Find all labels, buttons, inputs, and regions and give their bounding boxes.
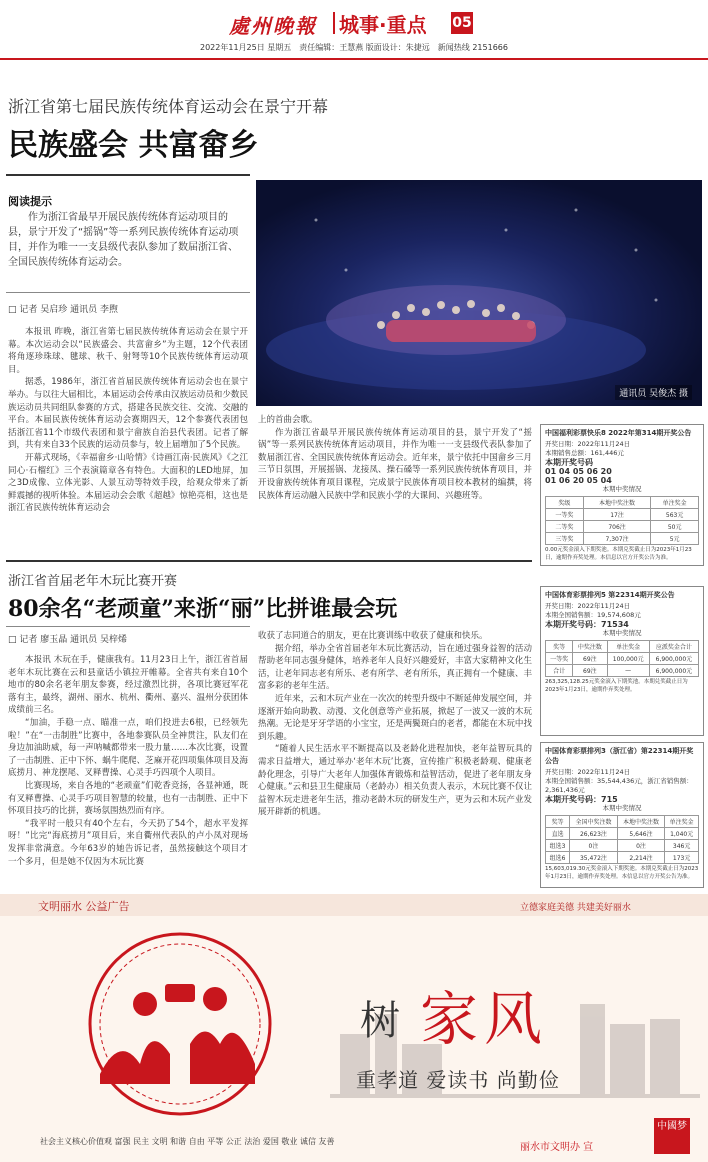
column-header: 全国中奖注数	[570, 816, 618, 828]
cell: 7,307注	[583, 533, 650, 545]
cell: —	[607, 665, 649, 677]
public-service-ad	[0, 894, 708, 1162]
performance-photo	[256, 180, 702, 406]
core-values-footer: 社会主义核心价值观 富强 民主 文明 和谐 自由 平等 公正 法治 爱国 敬业 诚信 友善	[40, 1137, 335, 1146]
lottery-note: 263,325,128.25元奖金滚入下期奖池。本期兑奖截止日为2023年1月23日，逾期作弃奖处理。	[545, 679, 688, 693]
cell: 二等奖	[546, 521, 584, 533]
cell: 0注	[570, 840, 618, 852]
page-number: 05	[451, 12, 473, 34]
cell: 26,623注	[570, 828, 618, 840]
article2-column-1	[8, 654, 248, 868]
ad-title-highlight: 家风	[420, 985, 549, 1053]
paragraph: 近年来，云和木玩产业在一次次的转型升级中不断延伸发展空间，并逐渐开始向助教、动漫、文化创意等产业拓展，掀起了一波又一波的木玩热潮。无论是牙牙学语的小宝宝，还是两鬓斑白的老者，都能在木玩中找到乐趣。	[258, 693, 532, 742]
dateline: 2022年11月25日 星期五 责任编辑：王慧燕 版面设计：朱捷远 新闻热线 2151666	[200, 43, 508, 52]
cell: 0注	[617, 840, 665, 852]
paragraph: 据介绍，举办全省首届老年木玩比赛活动，旨在通过强身益智的活动帮助老年同志强身健体，培养老年人良好兴趣爱好，丰富大家精神文化生活，让老年同志老有所乐、老有所学、老有所乐，真正拥有一个健康、丰富多彩的老年生活。	[258, 643, 532, 692]
paragraph: 收获了志同道合的朋友，更在比赛训练中收获了健康和快乐。	[258, 631, 488, 641]
lottery-notice-1	[540, 424, 704, 566]
article1-kicker: 浙江省第七届民族传统体育运动会在景宁开幕	[8, 97, 329, 116]
lottery-number: 01 04 05 06 20	[545, 467, 612, 476]
red-seal: 中國梦	[654, 1118, 690, 1154]
ad-subtitle: 重孝道 爱读书 尚勤俭	[356, 1068, 560, 1092]
lottery-date: 开奖日期：2022年11月24日	[545, 768, 631, 776]
paragraph: 上的首曲会歌。	[258, 415, 318, 425]
lottery-date: 开奖日期：2022年11月24日	[545, 440, 631, 448]
paragraph: “我平时一般只有40个左右，今天扔了54个，超水平发挥呀！”比完“海底捞月”项目后，来自衢州代表队的卢小凤对现场发挥非常满意。今年63岁的她告诉记者，虽然接触这个项目才一个多月，但是她不仅因为木玩比赛	[8, 818, 248, 867]
stage-illustration	[256, 180, 702, 406]
table-title: 本期中奖情况	[602, 804, 642, 812]
cell: 三等奖	[546, 533, 584, 545]
prize-table	[545, 640, 699, 677]
ad-sponsor: 丽水市文明办 宣	[520, 1142, 594, 1153]
paragraph: 比赛现场，来自各地的“老顽童”们乾香竞扬，各显神通，既有叉释曹操、心灵手巧项目智慧的较量，也有一击制胜、正中下怀项目技巧的比拼，赛场氛围热烈而有序。	[8, 780, 248, 817]
article2-byline: □ 记者 廖玉晶 通讯员 吴梓烯	[8, 635, 127, 645]
divider	[6, 560, 532, 562]
ad-title: 树	[360, 998, 400, 1044]
cell: 组选3	[546, 840, 570, 852]
cell: 6,900,000元	[649, 653, 698, 665]
table-header-row	[546, 641, 699, 653]
cell: 组选6	[546, 852, 570, 864]
table-header-row	[546, 816, 699, 828]
lottery-title: 中国福利彩票快乐8 2022年第314期开奖公告	[545, 429, 692, 437]
cell: 346元	[665, 840, 699, 852]
column-header: 单注奖金	[665, 816, 699, 828]
cell: 17注	[583, 509, 650, 521]
paragraph: “随着人民生活水平不断提高以及老龄化进程加快，老年益智玩具的需求日益增大，通过举办‘老年木玩’比赛，宣传推广积极老龄观、健康老龄化理念，引导广大老年人加强体育锻炼和益智活动，促进了老年朋友身心健康。”云和县卫生健康局（老龄办）相关负责人表示，木玩比赛不仅让益智木玩走进老年生活，推动老龄木玩的研发生产，更为云和木玩产业发展开辟新的机遇。	[258, 744, 532, 818]
article1-column-2	[258, 414, 532, 502]
table-row	[546, 653, 699, 665]
column-header: 本地中奖注数	[617, 816, 665, 828]
cell: 2,214注	[617, 852, 665, 864]
prize-table	[545, 496, 699, 545]
paragraph: “加油，手稳一点、瞄准一点，咱们投进去6根，已经领先啦！”在“一击制胜”比赛中，各地参赛队员全神贯注，队友们在身边加油助威，每一声呐喊都带来一股力量……本次比赛，设置了一击制胜、正中下怀、蜗牛爬爬、芝麻开花四项集体项目及海底捞月、神龙摆尾、叉释曹操、心灵手巧四项个人项目。	[8, 717, 248, 779]
paragraph: 据悉，1986年，浙江省首届民族传统体育运动会也在景宁举办。与以往大届相比，本届运动会传承由汉族运动员和少数民族运动员共同组队参赛的方式，搭建各民族交往、交流、交融的平台。本届民族传统体育运动会赛期四天，12个参赛代表团包括浙江省11个市级代表团和景宁畲族自治县代表团。记者了解到，共有来自33个民族的运动员参与，较上届增加了5个民族。	[8, 377, 248, 451]
ad-slogan: 立德家庭美德 共建美好丽水	[520, 903, 631, 913]
table-row	[546, 852, 699, 864]
cell: 100,000元	[607, 653, 649, 665]
photo-credit: 通讯员 吴俊杰 摄	[615, 385, 692, 400]
lottery-number: 本期开奖号码：71534	[545, 620, 629, 629]
ad-slogan: 文明丽水 公益广告	[38, 900, 130, 913]
section-title: 城事·重点	[339, 13, 427, 37]
lottery-number: 01 06 20 05 04	[545, 476, 612, 485]
papercut-illustration	[30, 924, 330, 1124]
masthead-separator	[333, 12, 335, 34]
cell: 5元	[651, 533, 699, 545]
article1-byline: □ 记者 吴启珍 通讯员 李煦	[8, 305, 118, 315]
table-row	[546, 828, 699, 840]
cell: 173元	[665, 852, 699, 864]
lottery-title: 中国体育彩票排列3（浙江省）第22314期开奖公告	[545, 747, 694, 765]
lottery-sales: 本期全国销售额：19,574,608元	[545, 611, 641, 619]
cell: 合计	[546, 665, 573, 677]
table-row	[546, 521, 699, 533]
cell: 563元	[651, 509, 699, 521]
column-header: 本地中奖注数	[583, 497, 650, 509]
column-header: 奖等	[546, 816, 570, 828]
table-title: 本期中奖情况	[602, 485, 642, 493]
divider	[6, 174, 250, 176]
cell: 706注	[583, 521, 650, 533]
cell: 69注	[573, 653, 607, 665]
lottery-sales: 本期销售总额：161,446元	[545, 449, 624, 457]
lottery-title: 中国体育彩票排列5 第22314期开奖公告	[545, 591, 675, 599]
column-header: 单注奖金	[607, 641, 649, 653]
masthead-logo: 處州晚報	[229, 14, 317, 38]
paragraph: 本报讯 昨晚，浙江省第七届民族传统体育运动会在景宁开幕。本次运动会以“民族盛会、共富畲乡”为主题，12个代表团将角逐珍珠球、毽球、秋千、射弩等10个民族传统体育运动项目。	[8, 327, 248, 375]
column-header: 中奖注数	[573, 641, 607, 653]
table-header-row	[546, 497, 699, 509]
cell: 一等奖	[546, 509, 584, 521]
table-row	[546, 840, 699, 852]
lottery-note: 15,603,019.30元奖金滚入下期奖池。本期兑奖截止日为2023年1月23日，逾期作弃奖处理。本信息以官方开奖公告为准。	[545, 866, 699, 880]
cell: 35,472注	[570, 852, 618, 864]
cell: 6,900,000元	[649, 665, 698, 677]
cell: 50元	[651, 521, 699, 533]
article2-headline: 80余名“老顽童”来浙“丽”比拼谁最会玩	[8, 596, 398, 622]
lottery-notice-3	[540, 742, 704, 888]
paragraph: 本报讯 木玩在手，健康我有。11月23日上午，浙江省首届老年木玩比赛在云和县童话小镇拉开帷幕。全省共有来自10个地市的80余名老年朋友参赛，经过激烈比拼，各项比赛冠军花落有主，最终，湖州、丽水、杭州、衢州、嘉兴、温州分获团体成绩前三名。	[8, 655, 248, 716]
cell: 一等奖	[546, 653, 573, 665]
column-header: 应派奖金合计	[649, 641, 698, 653]
lottery-date: 开奖日期：2022年11月24日	[545, 602, 631, 610]
column-header: 单注奖金	[651, 497, 699, 509]
table-title: 本期中奖情况	[602, 629, 642, 637]
lottery-notice-2	[540, 586, 704, 736]
article2-column-2	[258, 630, 532, 819]
cell: 直选	[546, 828, 570, 840]
column-header: 奖等	[546, 641, 573, 653]
paragraph: 作为浙江省最早开展民族传统体育运动项目的县，景宁开发了“摇锅”等一系列民族传统体育运动项目，并作为唯一一支县级代表队参加了数届浙江省、全国民族传统体育运动会。近年来，景宁依托中国畲乡三月三节日氛围，开展摇锅、龙接凤、操石磉等一系列民族传统体育项目，并开设畲族传统体育项目课程，完成景宁民族体育项目校本教材的编撰，将民族体育运动融入民族中学和民族小学的大课间、兴趣班等。	[258, 427, 532, 501]
paragraph: 开幕式现场，《幸福畲乡·山哈情》《诗画江南·民族风》《之江同心·石榴红》三个表演篇章各有特色。大面积的LED地屏，加之3D成像、立体光影、人景互动等特效手段，给观众带来了新鲜震撼的视听体验。本届运动会会歌《超越》惊艳亮相，这也是浙江省民族传统体育运动会	[8, 452, 248, 514]
lead-block	[8, 210, 246, 270]
lottery-sales: 本期全国销售额：35,544,436元，浙江省销售额：2,361,436元	[545, 777, 693, 794]
article1-column-1	[8, 326, 248, 515]
lottery-number-label: 本期开奖号码	[545, 458, 593, 467]
cell: 5,646注	[617, 828, 665, 840]
lottery-number: 本期开奖号码：715	[545, 795, 618, 804]
table-row	[546, 509, 699, 521]
cell: 1,040元	[665, 828, 699, 840]
divider	[6, 626, 250, 627]
table-row	[546, 665, 699, 677]
header-rule	[0, 58, 708, 60]
lead-text: 作为浙江省最早开展民族传统体育运动项目的县，景宁开发了“摇锅”等一系列民族传统体育运动项目，并作为唯一一支县级代表队参加了数届浙江省、全国民族传统体育运动会。	[8, 212, 239, 268]
lottery-note: 0.00元奖金滚入下期奖池。本期兑奖截止日为2023年1月23日，逾期作弃奖处理。本信息以官方开奖公告为准。	[545, 547, 692, 561]
cell: 69注	[573, 665, 607, 677]
table-row	[546, 533, 699, 545]
article1-headline: 民族盛会 共富畲乡	[8, 128, 259, 163]
prize-table	[545, 815, 699, 864]
divider	[6, 292, 250, 293]
article2-kicker: 浙江省首届老年木玩比赛开赛	[8, 574, 178, 589]
column-header: 奖级	[546, 497, 584, 509]
lead-title: 阅读提示	[8, 195, 52, 208]
